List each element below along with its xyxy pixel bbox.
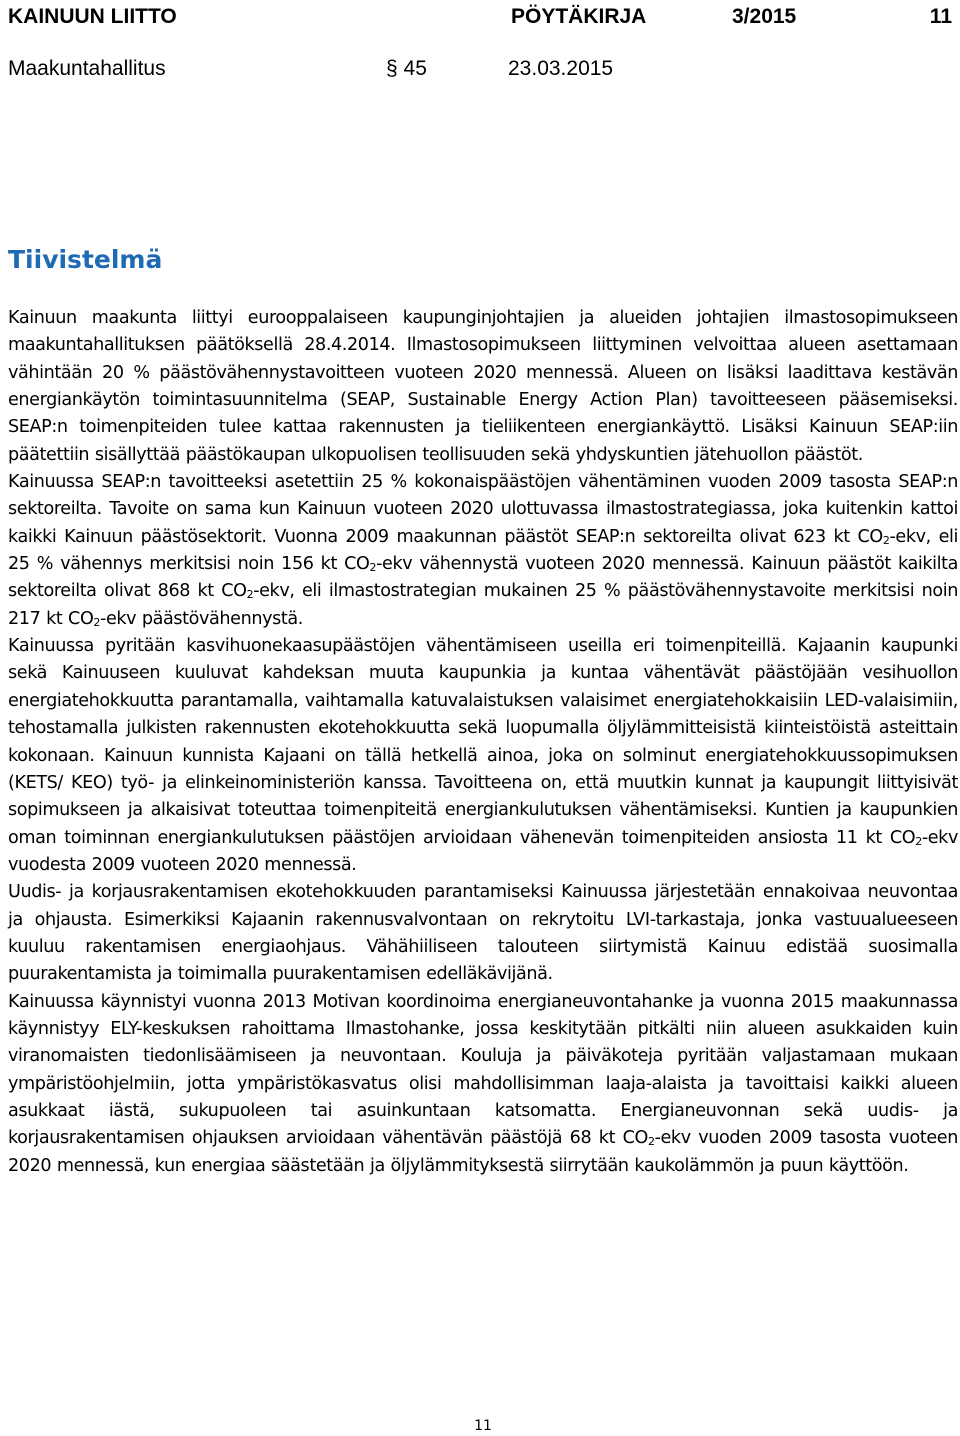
- subscript: 2: [882, 533, 890, 547]
- document-body: [8, 305, 958, 1180]
- subscript: 2: [246, 588, 254, 602]
- text-run: -ekv vähennystä vuoteen 2020 mennessä. Kainuun päästöt kaikilta sektoreilta olivat 868 kt CO: [8, 554, 958, 602]
- governing-body: Maakuntahallitus: [8, 57, 166, 80]
- subscript: 2: [647, 1135, 655, 1149]
- document-number: 3/2015: [732, 5, 797, 28]
- subscript: 2: [915, 834, 922, 848]
- footer-page-number: 11: [474, 1418, 492, 1434]
- page-footer: [0, 1416, 960, 1436]
- organization-name: KAINUUN LIITTO: [8, 5, 177, 28]
- text-run: Uudis- ja korjausrakentamisen ekotehokkuuden parantamiseksi Kainuussa järjestetään ennakoivaa neuvontaa ja ohjausta. Esimerkiksi Kajaanin rakennusvalvontaan on rekrytoitu LVI-tarkastaja, jonka vastuualueeseen kuuluu rakentamisen energiaohjaus. Vähähiiliseen talouteen siirtymistä Kainuu edistää suosimalla puurakentamista ja toimimalla puurakentamisen edelläkävijänä.: [8, 882, 958, 985]
- header-row-1: [8, 2, 952, 32]
- subscript: 2: [93, 615, 100, 629]
- section-title: Tiivistelmä: [8, 245, 163, 274]
- paragraph: [8, 633, 958, 879]
- paragraph: [8, 989, 958, 1180]
- text-run: Kainuussa käynnistyi vuonna 2013 Motivan koordinoima energianeuvontahanke ja vuonna 2015 maakunnassa käynnistyy ELY-keskuksen rahoittama Ilmastohanke, jossa keskitytään pitkälti niin alueen asukkaiden kuin viranomaisten tiedonlisäämiseen ja neuvontaan. Kouluja ja päiväkoteja pyritään valjastamaan mukaan ympäristöohjelmiin, jotta ympäristökasvatus olisi mahdollisimman laaja-alaista ja tavoittaisi kaikki alueen asukkaat iästä, sukupuoleen tai asuinkuntaan katsomatta. Energianeuvonnan sekä uudis- ja korjausrakentamisen ohjauksen arvioidaan vähentävän päästöjä 68 kt CO: [8, 991, 958, 1149]
- subscript: 2: [369, 561, 377, 575]
- text-run: -ekv, eli 25 % vähennys merkitsisi noin 156 kt CO: [8, 526, 958, 575]
- text-run: Kainuun maakunta liittyi eurooppalaiseen kaupunginjohtajien ja alueiden johtajien ilmastosopimukseen maakuntahallituksen päätöksellä 28.4.2014. Ilmastosopimukseen liittyminen velvoittaa alueen asettamaan vähintään 20 % päästövähennystavoitteen vuoteen 2020 mennessä. Alueen on lisäksi laadittava kestävän energiankäytön toimintasuunnitelma (SEAP, Sustainable Energy Action Plan) tavoitteeseen pääsemiseksi. SEAP:n toimenpiteiden tulee kattaa rakennusten ja tieliikenteen energiankäyttö. Lisäksi Kainuun SEAP:iin päätettiin sisällyttää päästökaupan ulkopuolisen teollisuuden sekä yhdyskuntien jätehuollon päästöt.: [8, 308, 958, 465]
- meeting-date: 23.03.2015: [508, 57, 614, 80]
- section-number: § 45: [386, 57, 427, 80]
- text-run: -ekv päästövähennystä.: [100, 608, 303, 629]
- text-run: -ekv vuoden 2009 tasosta vuoteen 2020 mennessä, kun energiaa säästetään ja öljylämmityksestä siirrytään kaukolämmön ja puun käyttöön.: [8, 1128, 958, 1176]
- header-row-2: [8, 54, 952, 84]
- text-run: -ekv vuodesta 2009 vuoteen 2020 mennessä.: [8, 827, 958, 875]
- text-run: Kainuussa pyritään kasvihuonekaasupäästöjen vähentämiseen useilla eri toimenpiteillä. Kajaanin kaupunki sekä Kainuuseen kuuluvat kahdeksan muuta kaupunkia ja kuntaa vähentävät päästöjään vesihuollon energiatehokkuutta parantamalla, vaihtamalla katuvalaistuksen valaisimet energiatehokkaisiin LED-valaisimiin, tehostamalla julkisten rakennusten ekotehokkuutta sekä luopumalla öljylämmitteisistä kiinteistöistä asteittain kokonaan. Kainuun kunnista Kajaani on tällä hetkellä ainoa, joka on solminut energiatehokkuussopimuksen (KETS/ KEO) työ- ja elinkeinoministeriön kanssa. Tavoitteena on, että muutkin kunnat ja kaupungit liittyisivät sopimukseen ja alkaisivat toteuttaa toimenpiteitä energiankulutuksen vähentämiseksi. Kuntien ja kaupunkien oman toiminnan energiankulutuksen päästöjen arvioidaan vähenevän toimenpiteiden ansiosta 11 kt CO: [8, 636, 958, 848]
- text-run: Kainuussa SEAP:n tavoitteeksi asetettiin 25 % kokonaispäästöjen vähentäminen vuoden 2009 tasosta SEAP:n sektoreilta. Tavoite on sama kun Kainuun vuoteen 2020 ulottuvassa ilmastostrategiassa, joka kuitenkin kattoi kaikki Kainuun päästösektorit. Vuonna 2009 maakunnan päästöt SEAP:n sektoreilta olivat 623 kt CO: [8, 472, 958, 547]
- paragraph: [8, 305, 958, 469]
- text-run: -ekv, eli ilmastostrategian mukainen 25 % päästövähennystavoite merkitsisi noin 217 kt CO: [8, 581, 958, 629]
- header-page-number: 11: [929, 5, 952, 28]
- document-type: PÖYTÄKIRJA: [511, 5, 647, 28]
- paragraph: [8, 879, 958, 988]
- paragraph: [8, 469, 958, 633]
